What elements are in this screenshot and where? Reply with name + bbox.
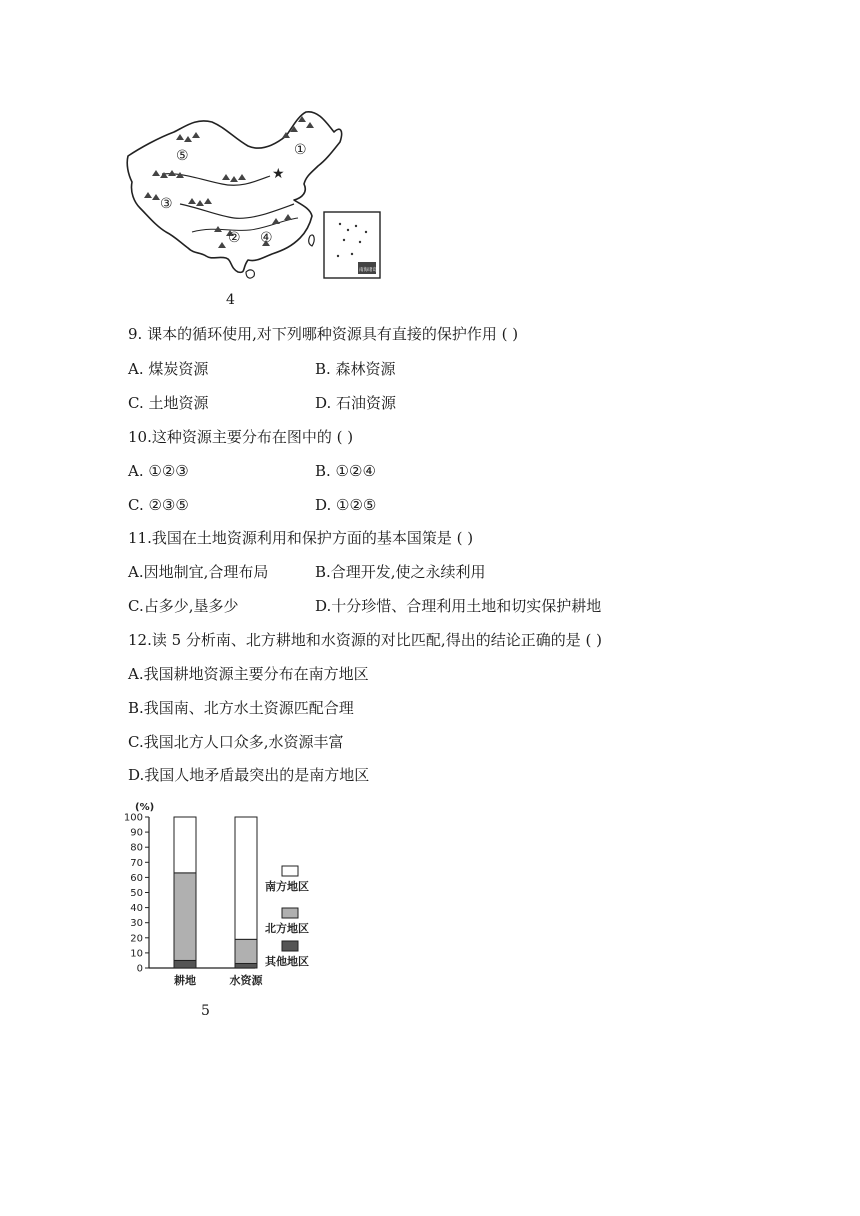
stacked-bar-chart xyxy=(115,796,345,992)
y-tick-label: 50 xyxy=(130,888,143,899)
marker-1: ① xyxy=(294,142,307,158)
mountain-marks xyxy=(144,116,314,248)
y-tick-label: 70 xyxy=(130,857,143,869)
figure-5-caption: 5 xyxy=(201,1003,210,1019)
x-tick-label: 耕地 xyxy=(174,974,196,987)
legend-swatch xyxy=(282,908,298,918)
inset-label: 南海诸岛 xyxy=(359,268,377,273)
legend-swatch xyxy=(282,866,298,876)
y-tick-label: 40 xyxy=(130,903,143,915)
bar-segment xyxy=(174,817,196,873)
river xyxy=(192,218,298,232)
question-9-option-a: A. 煤炭资源 xyxy=(128,360,209,378)
question-11-stem: 11.我国在土地资源利用和保护方面的基本国策是 ( ) xyxy=(128,529,474,547)
x-tick-label: 水资源 xyxy=(229,974,263,987)
question-10-option-b: B. ①②④ xyxy=(315,462,376,480)
question-11-option-a: A.因地制宜,合理布局 xyxy=(128,563,269,581)
question-12-option-a: A.我国耕地资源主要分布在南方地区 xyxy=(128,665,369,683)
china-map-figure xyxy=(122,108,384,284)
y-tick-label: 60 xyxy=(130,872,143,884)
region-boundary-2 xyxy=(180,204,294,218)
question-12-option-b: B.我国南、北方水土资源匹配合理 xyxy=(128,699,354,717)
taiwan-island xyxy=(309,235,314,246)
china-outline xyxy=(127,112,341,273)
marker-5: ⑤ xyxy=(176,148,189,164)
bar-segment xyxy=(235,963,257,968)
question-9-option-b: B. 森林资源 xyxy=(315,360,396,378)
marker-4: ④ xyxy=(260,230,273,246)
capital-star-icon: ★ xyxy=(272,166,285,182)
question-12-option-c: C.我国北方人口众多,水资源丰富 xyxy=(128,733,344,751)
legend-label: 南方地区 xyxy=(265,880,309,893)
question-9-option-d: D. 石油资源 xyxy=(315,394,397,412)
y-tick-label: 20 xyxy=(130,933,143,945)
question-9-option-c: C. 土地资源 xyxy=(128,394,209,412)
y-tick-label: 30 xyxy=(130,918,143,930)
y-tick-label: 10 xyxy=(130,948,143,960)
south-china-sea-inset xyxy=(324,212,380,278)
figure-4-caption: 4 xyxy=(226,292,235,308)
y-axis-unit-label: (%) xyxy=(135,802,155,813)
bar-segment xyxy=(174,960,196,968)
marker-3: ③ xyxy=(160,196,173,212)
china-map xyxy=(122,108,384,284)
legend-label: 其他地区 xyxy=(265,955,309,968)
y-tick-label: 100 xyxy=(123,812,143,824)
question-9-stem: 9. 课本的循环使用,对下列哪种资源具有直接的保护作用 ( ) xyxy=(128,325,519,343)
hainan-island xyxy=(246,270,254,278)
marker-2: ② xyxy=(228,230,241,246)
bar-segment xyxy=(235,817,257,939)
question-12-stem: 12.读 5 分析南、北方耕地和水资源的对比匹配,得出的结论正确的是 ( ) xyxy=(128,631,602,649)
bar-segment xyxy=(174,873,196,961)
legend-label: 北方地区 xyxy=(265,922,309,935)
y-tick-label: 90 xyxy=(130,827,143,839)
question-11-option-b: B.合理开发,使之永续利用 xyxy=(315,563,486,581)
question-10-option-a: A. ①②③ xyxy=(128,462,189,480)
chart-svg xyxy=(115,796,345,992)
question-11-option-d: D.十分珍惜、合理利用土地和切实保护耕地 xyxy=(315,597,602,615)
legend-swatch xyxy=(282,941,298,951)
y-tick-label: 80 xyxy=(130,842,143,854)
question-12-option-d: D.我国人地矛盾最突出的是南方地区 xyxy=(128,766,370,784)
question-10-option-d: D. ①②⑤ xyxy=(315,496,377,514)
question-11-option-c: C.占多少,垦多少 xyxy=(128,597,239,615)
y-tick-label: 0 xyxy=(136,963,143,975)
bar-segment xyxy=(235,939,257,963)
question-10-option-c: C. ②③⑤ xyxy=(128,496,189,514)
question-10-stem: 10.这种资源主要分布在图中的 ( ) xyxy=(128,428,354,446)
